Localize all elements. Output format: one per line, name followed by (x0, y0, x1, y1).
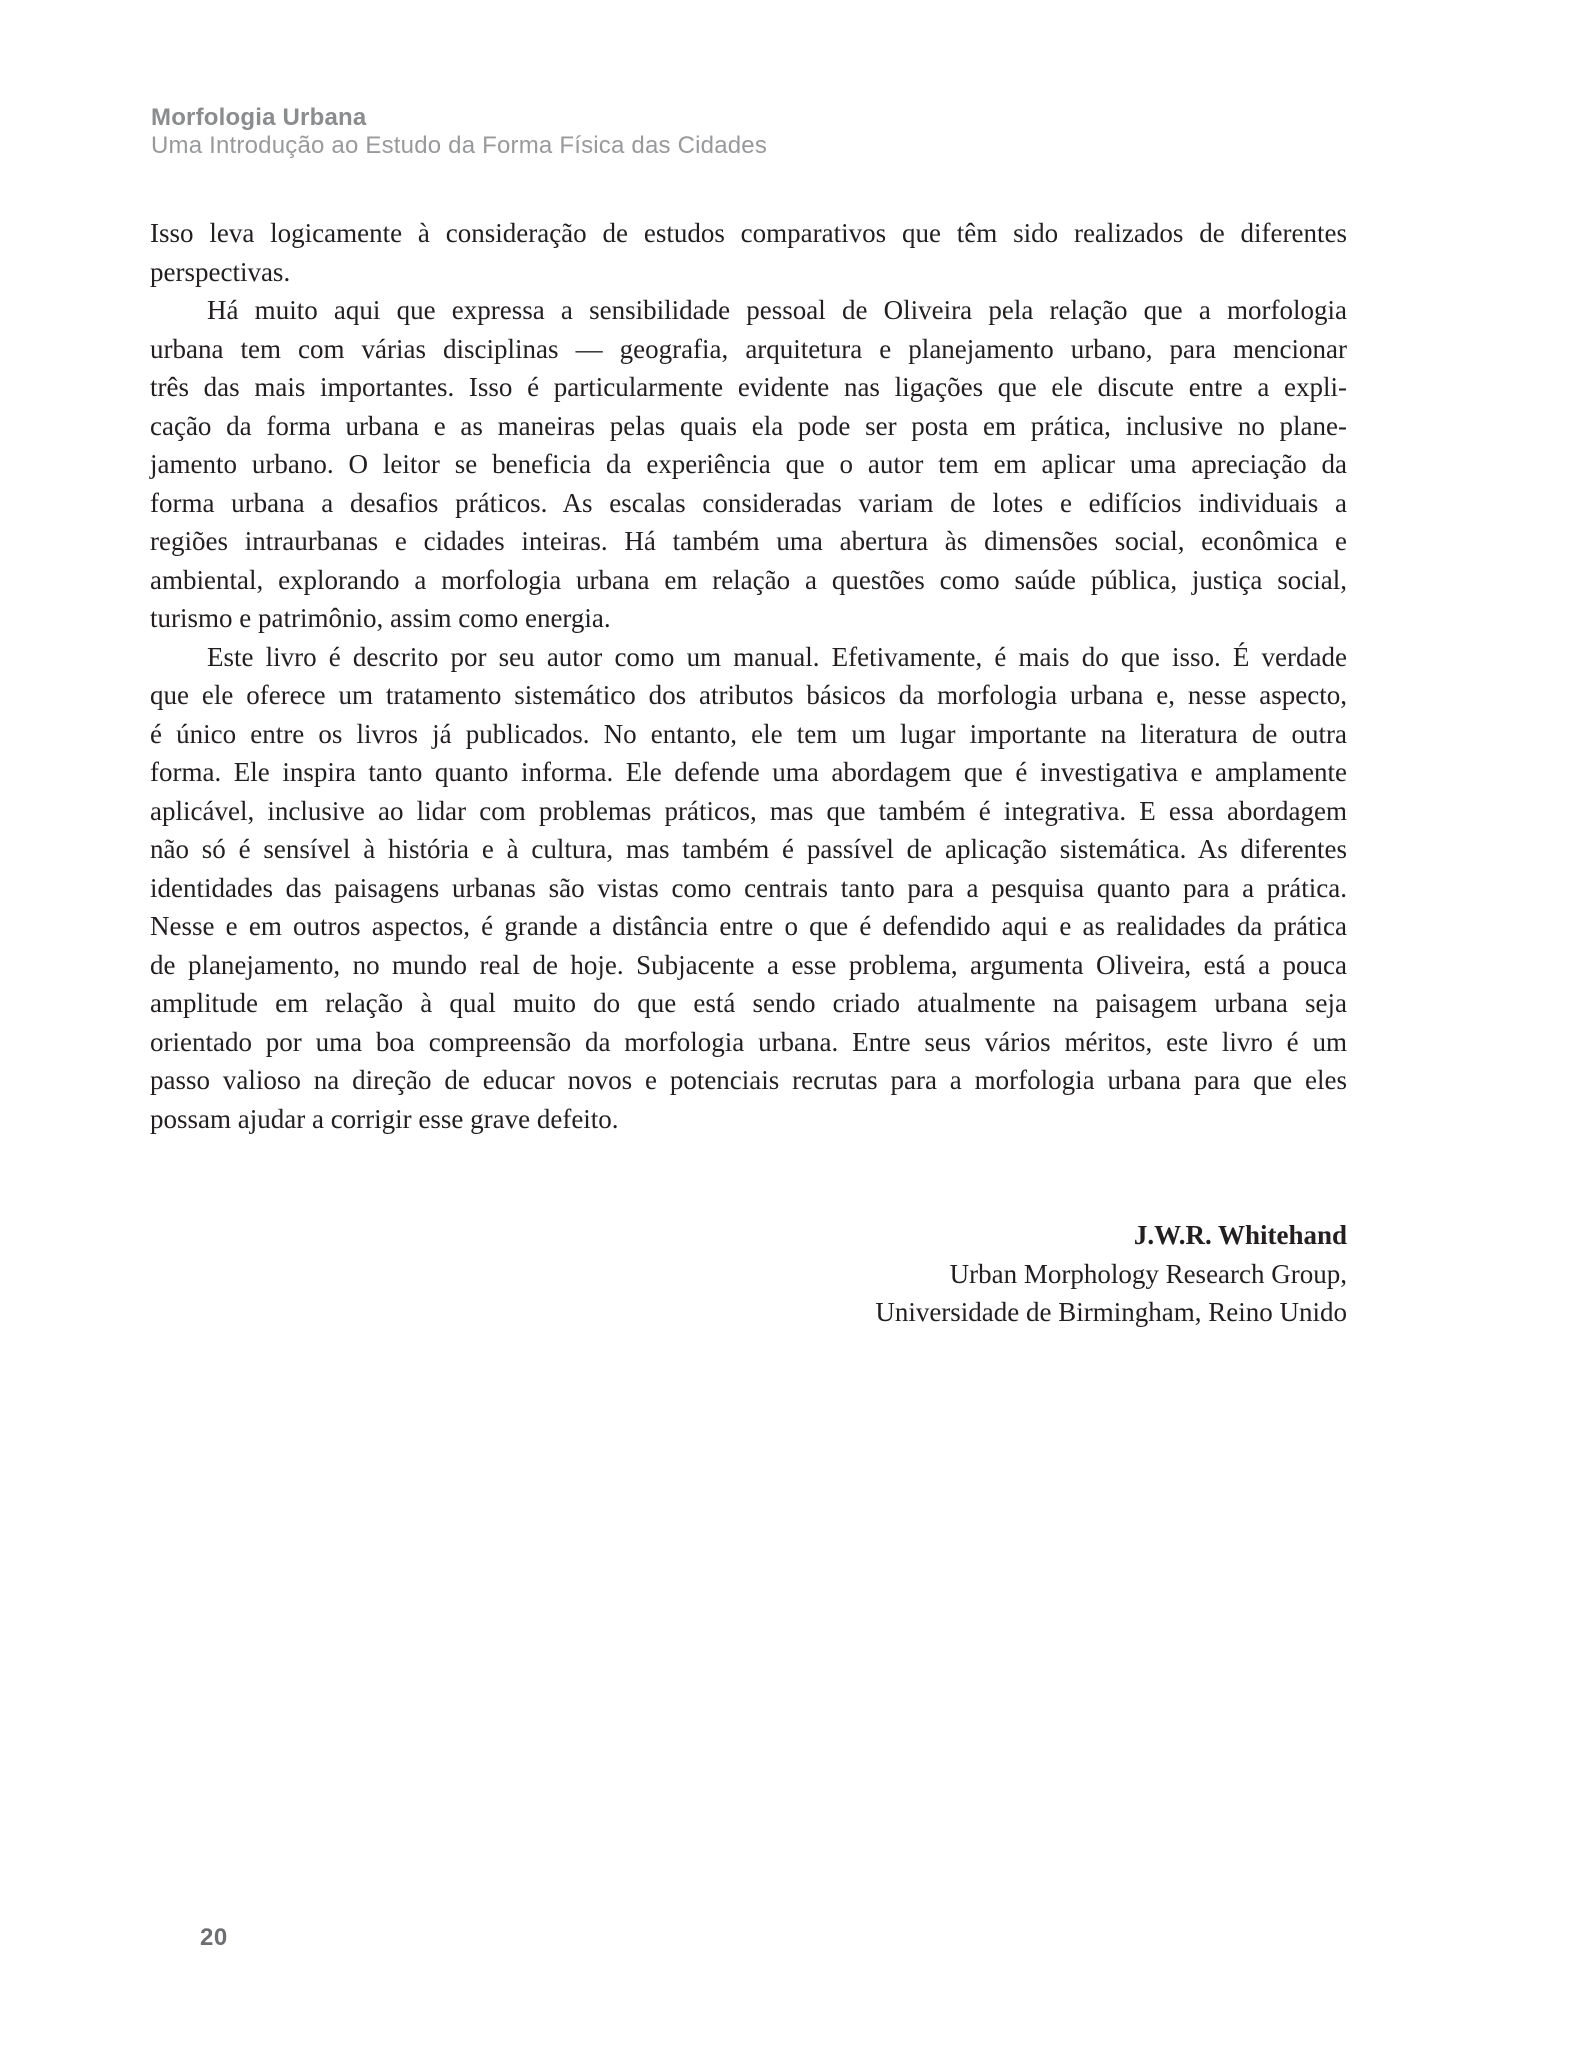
signature-author-name: J.W.R. Whitehand (1133, 1220, 1347, 1250)
text-line: não só é sensível à história e à cultura, mas também é passível de aplicação sistemática. As diferentes (150, 834, 1347, 864)
running-header (151, 104, 767, 159)
text-line: de planejamento, no mundo real de hoje. Subjacente a esse problema, argumenta Oliveira, está a pouca (150, 949, 1347, 980)
signature-affiliation-group: Urban Morphology Research Group, (949, 1258, 1347, 1289)
signature-block (150, 1216, 1347, 1332)
text-line: ambiental, explorando a morfologia urbana em relação a questões como saúde pública, justiça social, (150, 564, 1347, 595)
paragraph (150, 214, 1347, 291)
text-line: Isso leva logicamente à consideração de estudos comparativos que têm sido realizados de diferentes (150, 218, 1347, 248)
text-line: três das mais importantes. Isso é particularmente evidente nas ligações que ele discute entre a expli- (150, 372, 1347, 402)
running-header-title: Morfologia Urbana (151, 104, 367, 131)
paragraph (150, 638, 1347, 1139)
text-line: regiões intraurbanas e cidades inteiras. Há também uma abertura às dimensões social, econômica e (150, 526, 1347, 556)
running-header-subtitle: Uma Introdução ao Estudo da Forma Física das Cidades (151, 131, 768, 159)
text-line: turismo e patrimônio, assim como energia. (150, 603, 611, 633)
text-line: aplicável, inclusive ao lidar com problemas práticos, mas que também é integrativa. E essa abordagem (150, 795, 1347, 826)
signature-affiliation-university: Universidade de Birmingham, Reino Unido (875, 1297, 1347, 1327)
page-number: 20 (200, 1924, 228, 1951)
text-line: forma. Ele inspira tanto quanto informa. Ele defende uma abordagem que é investigativa e amplamente (150, 757, 1347, 787)
foreword-body-text (150, 214, 1347, 1138)
text-line: possam ajudar a corrigir esse grave defeito. (150, 1103, 619, 1134)
text-line: orientado por uma boa compreensão da morfologia urbana. Entre seus vários méritos, este livro é um (150, 1026, 1347, 1057)
text-line: perspectivas. (150, 256, 291, 287)
text-line: jamento urbano. O leitor se beneficia da experiência que o autor tem em aplicar uma apreciação da (150, 449, 1347, 479)
text-line: forma urbana a desafios práticos. As escalas consideradas variam de lotes e edifícios individuais a (150, 487, 1347, 518)
text-line: amplitude em relação à qual muito do que está sendo criado atualmente na paisagem urbana seja (150, 988, 1347, 1018)
paragraph (150, 291, 1347, 638)
text-line: que ele oferece um tratamento sistemático dos atributos básicos da morfologia urbana e, nesse aspecto, (150, 680, 1347, 710)
text-line: urbana tem com várias disciplinas — geografia, arquitetura e planejamento urbano, para mencionar (150, 333, 1347, 364)
text-line: Há muito aqui que expressa a sensibilidade pessoal de Oliveira pela relação que a morfologia (207, 295, 1347, 325)
text-line: Este livro é descrito por seu autor como um manual. Efetivamente, é mais do que isso. É verdade (207, 641, 1347, 672)
text-line: identidades das paisagens urbanas são vistas como centrais tanto para a pesquisa quanto para a prática. (150, 872, 1347, 903)
text-line: passo valioso na direção de educar novos e potenciais recrutas para a morfologia urbana para que eles (150, 1065, 1347, 1095)
text-line: é único entre os livros já publicados. No entanto, ele tem um lugar importante na literatura de outra (150, 718, 1347, 749)
text-line: Nesse e em outros aspectos, é grande a distância entre o que é defendido aqui e as realidades da prática (150, 911, 1347, 941)
text-line: cação da forma urbana e as maneiras pelas quais ela pode ser posta em prática, inclusive no plane- (150, 410, 1347, 441)
